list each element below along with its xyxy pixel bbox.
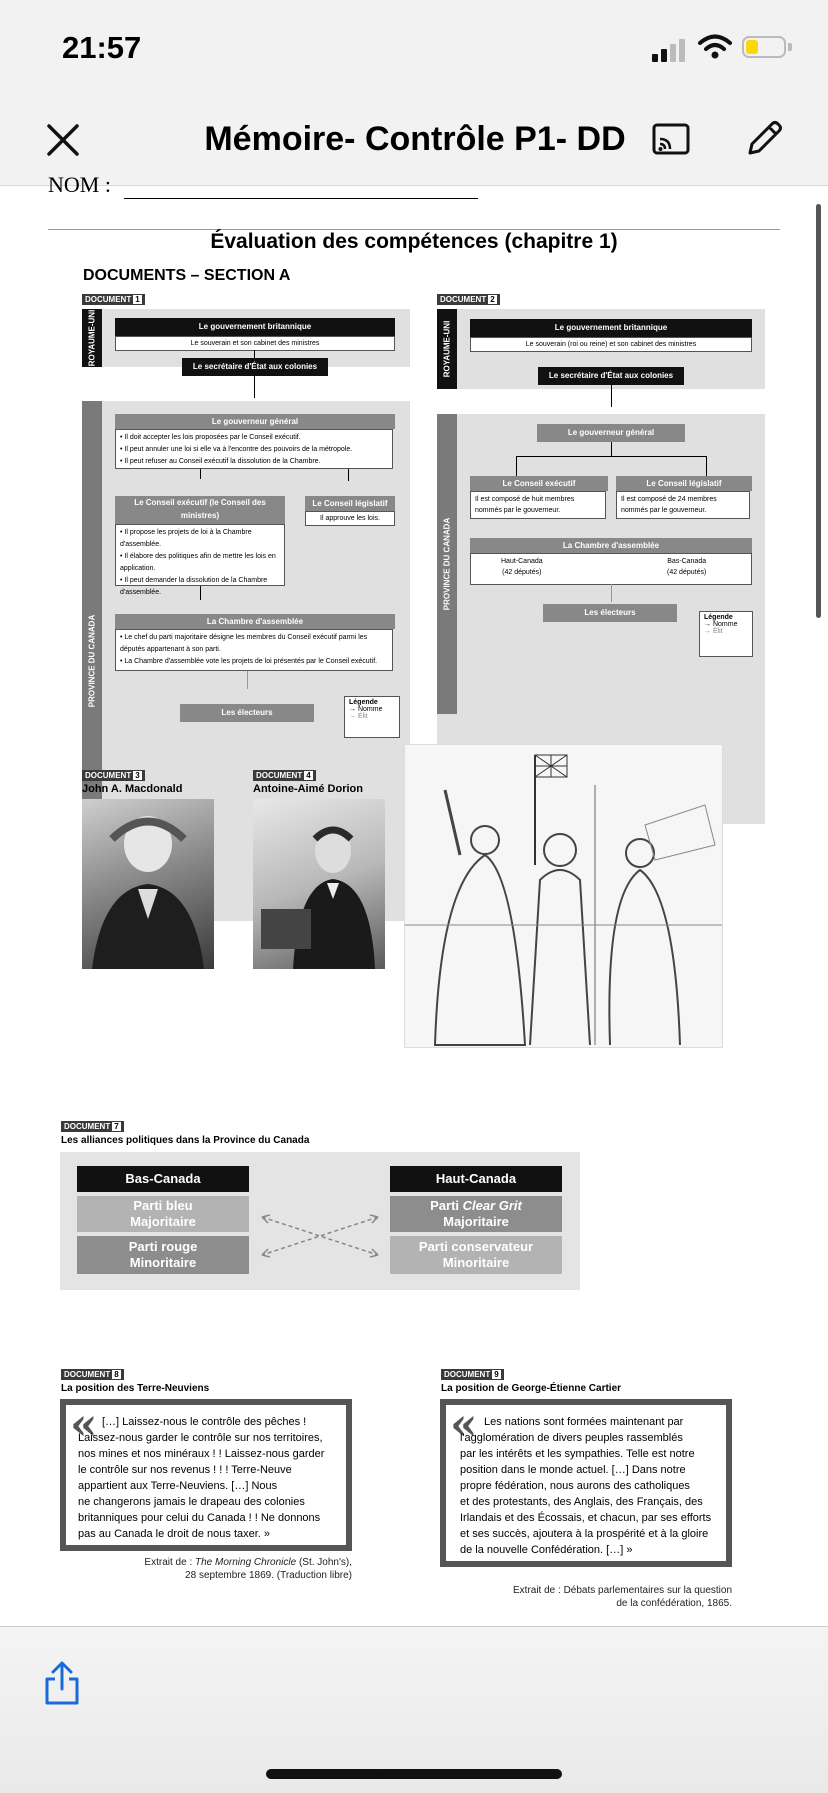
- doc4-name: Antoine-Aimé Dorion: [253, 783, 363, 795]
- doc2-arrow: [611, 385, 612, 407]
- doc1-arrow: [254, 350, 255, 358]
- document-1-tag: DOCUMENT 1: [82, 294, 145, 305]
- quote-line: nos mines et nos minéraux ! ! Laissez-nous garder: [78, 1448, 325, 1460]
- document-title: Mémoire- Contrôle P1- DD: [204, 120, 626, 158]
- doc9-title: La position de George-Étienne Cartier: [441, 1383, 622, 1394]
- doc1-gg-point: • Il peut annuler une loi si elle va à l'encontre des pouvoirs de la métropole.: [120, 446, 353, 453]
- doc1-sovereign: Le souverain et son cabinet des ministres: [115, 336, 395, 351]
- doc1-assembly-box: [115, 629, 393, 671]
- wifi-icon: [698, 34, 732, 60]
- doc2-arrow: [706, 456, 707, 476]
- legend-name: → Nomme: [704, 621, 738, 628]
- doc1-uk-side-label: ROYAUME-UNI: [82, 309, 102, 367]
- status-time: 21:57: [62, 30, 142, 65]
- doc1-assembly-point: • Le chef du parti majoritaire désigne les membres du Conseil exécutif parmi les députés appartenant à son parti.: [120, 634, 368, 653]
- quote-line: […] Laissez-nous le contrôle des pêches !: [102, 1416, 307, 1428]
- quote-line: ne changerons jamais le drapeau des colonies: [78, 1496, 305, 1508]
- doc2-uk-side-label: ROYAUME-UNI: [437, 309, 457, 389]
- doc2-arrow: [611, 584, 612, 602]
- quote-line: appartient aux Terre-Neuviens. […] Nous: [78, 1480, 278, 1492]
- close-icon[interactable]: [44, 121, 82, 159]
- legend-elect: → Élit: [704, 628, 723, 635]
- doc7-bas-header: Bas-Canada: [77, 1166, 249, 1192]
- nom-label: NOM :: [48, 172, 111, 197]
- doc2-arrow: [516, 456, 517, 476]
- quote-line: propre fédération, nous aurons des catholiques: [460, 1480, 690, 1492]
- doc1-leg-text: Il approuve les lois.: [305, 511, 395, 526]
- doc1-assembly-header: La Chambre d'assemblée: [115, 614, 395, 629]
- portrait-dorion-image: [253, 799, 385, 969]
- doc1-gov-header: Le gouvernement britannique: [115, 318, 395, 336]
- doc2-exec-header: Le Conseil exécutif: [470, 476, 608, 491]
- doc9-quote-box: [440, 1399, 732, 1567]
- doc7-title: Les alliances politiques dans la Province du Canada: [61, 1135, 310, 1146]
- quote-line: position dans le monde actuel. […] Dans notre: [460, 1464, 686, 1476]
- quote-mark-icon: «: [70, 1399, 98, 1450]
- document-7-tag: DOCUMENT 7: [61, 1121, 124, 1132]
- doc7-haut-cons: Parti conservateur Minoritaire: [390, 1236, 562, 1274]
- doc2-assembly-box: [470, 553, 752, 585]
- battery-icon: [742, 36, 786, 58]
- legend-title: Légende: [349, 699, 378, 706]
- doc1-arrow: [254, 376, 255, 398]
- doc1-voters: Les électeurs: [180, 704, 314, 722]
- signal-icon: [652, 38, 686, 62]
- quote-line: britanniques pour celui du Canada ! ! Ne donnons: [78, 1512, 321, 1524]
- doc7-haut-grit: Parti Clear Grit Majoritaire: [390, 1196, 562, 1232]
- doc1-gg-point: • Il peut refuser au Conseil exécutif la dissolution de la Chambre.: [120, 458, 321, 465]
- doc2-arrow: [611, 442, 612, 456]
- doc1-secretary: Le secrétaire d'État aux colonies: [182, 358, 328, 376]
- doc2-secretary: Le secrétaire d'État aux colonies: [538, 367, 684, 385]
- doc1-leg-header: Le Conseil législatif: [305, 496, 395, 511]
- doc1-arrow: [247, 671, 248, 689]
- doc2-assembly-header: La Chambre d'assemblée: [470, 538, 752, 553]
- doc2-exec-text: Il est composé de huit membres nommés par le gouverneur.: [470, 491, 606, 519]
- document-8-tag: DOCUMENT 8: [61, 1369, 124, 1380]
- doc1-exec-point: • Il élabore des politiques afin de mettre les lois en application.: [120, 553, 276, 572]
- doc7-bas-rouge: Parti rouge Minoritaire: [77, 1236, 249, 1274]
- doc2-leg-header: Le Conseil législatif: [616, 476, 752, 491]
- status-bar: [0, 0, 828, 95]
- doc1-exec-point: • Il peut demander la dissolution de la Chambre d'assemblée.: [120, 577, 268, 596]
- doc2-leg-text: Il est composé de 24 membres nommés par le gouverneur.: [616, 491, 750, 519]
- quote-line: Irlandais et des Écossais, et chacun, par ses efforts: [460, 1512, 712, 1524]
- share-icon[interactable]: [42, 1659, 82, 1707]
- section-title: DOCUMENTS – SECTION A: [83, 267, 291, 284]
- legend-title: Légende: [704, 614, 733, 621]
- doc1-gg-box: [115, 429, 393, 469]
- doc1-arrow: [200, 469, 201, 479]
- document-2-tag: DOCUMENT 2: [437, 294, 500, 305]
- quote-line: l'agglomération de divers peuples rassemblés: [460, 1432, 683, 1444]
- home-indicator[interactable]: [266, 1769, 562, 1779]
- doc2-gov-header: Le gouvernement britannique: [470, 319, 752, 337]
- doc2-gg-header: Le gouverneur général: [537, 424, 685, 442]
- doc2-branch: [516, 456, 706, 457]
- doc2-legend: [699, 611, 753, 657]
- doc8-quote-box: [60, 1399, 352, 1551]
- doc8-quote-text: [78, 1414, 348, 1542]
- doc1-arrow: [348, 469, 349, 481]
- doc2-voters: Les électeurs: [543, 604, 677, 622]
- document-page[interactable]: [0, 172, 828, 1626]
- doc1-exec-header: Le Conseil exécutif (le Conseil des ministres): [115, 496, 285, 524]
- doc1-province-side-label: PROVINCE DU CANADA: [82, 401, 102, 921]
- navigation-bar: [0, 95, 828, 186]
- doc9-credit: Extrait de : Débats parlementaires sur la question de la confédération, 1865.: [513, 1585, 732, 1609]
- doc1-exec-point: • Il propose les projets de loi à la Chambre d'assemblée.: [120, 529, 252, 548]
- illustration-sketch-image: [404, 744, 723, 1048]
- quote-mark-icon: «: [450, 1399, 478, 1450]
- doc1-assembly-point: • La Chambre d'assemblée vote les projets de loi présentés par le Conseil exécutif.: [120, 658, 378, 665]
- doc2-sovereign: Le souverain (roi ou reine) et son cabinet des ministres: [470, 337, 752, 352]
- evaluation-title: Évaluation des compétences (chapitre 1): [210, 230, 618, 253]
- doc1-gg-point: • Il doit accepter les lois proposées par le Conseil exécutif.: [120, 434, 301, 441]
- edit-pencil-icon[interactable]: [742, 117, 786, 161]
- doc7-bas-bleu: Parti bleu Majoritaire: [77, 1196, 249, 1232]
- document-9-tag: DOCUMENT 9: [441, 1369, 504, 1380]
- doc8-title: La position des Terre-Neuviens: [61, 1383, 210, 1394]
- doc9-quote-text: [460, 1414, 728, 1558]
- quote-line: pas au Canada le droit de nous taxer. »: [78, 1528, 271, 1540]
- doc3-name: John A. Macdonald: [82, 783, 183, 795]
- doc8-credit: Extrait de : The Morning Chronicle (St. John's), 28 septembre 1869. (Traduction libre): [144, 1557, 352, 1581]
- scroll-indicator[interactable]: [816, 204, 821, 618]
- doc1-gg-header: Le gouverneur général: [115, 414, 395, 429]
- quote-line: Les nations sont formées maintenant par: [484, 1416, 684, 1428]
- quote-line: et des protestants, des Anglais, des Français, des: [460, 1496, 703, 1508]
- doc7-haut-header: Haut-Canada: [390, 1166, 562, 1192]
- quote-line: le contrôle sur nos revenus ! ! ! Terre-Neuve: [78, 1464, 292, 1476]
- doc1-arrow: [200, 586, 201, 600]
- legend-name: → Nomme: [349, 706, 383, 713]
- nom-line: [124, 198, 478, 199]
- quote-line: par les intérêts et les sympathies. Telle est notre: [460, 1448, 695, 1460]
- portrait-macdonald-image: [82, 799, 214, 969]
- doc2-province-side-label: PROVINCE DU CANADA: [437, 414, 457, 714]
- legend-elect: → Élit: [349, 713, 368, 720]
- quote-line: et ses succès, ajoutera à la prospérité et à la gloire: [460, 1528, 709, 1540]
- doc2-haut: Haut-Canada (42 députés): [501, 558, 543, 576]
- doc1-exec-box: [115, 524, 285, 596]
- document-4-tag: DOCUMENT 4: [253, 770, 316, 781]
- doc1-legend: [344, 696, 400, 738]
- document-3-tag: DOCUMENT 3: [82, 770, 145, 781]
- quote-line: Laissez-nous garder le contrôle sur nos territoires,: [78, 1432, 323, 1444]
- quote-line: de la nouvelle Confédération. […] »: [460, 1544, 633, 1556]
- doc2-bas: Bas-Canada (42 députés): [667, 558, 707, 576]
- bottom-toolbar: [0, 1626, 828, 1793]
- cast-icon[interactable]: [650, 121, 692, 159]
- doc7-alliance-arrows: [258, 1211, 382, 1261]
